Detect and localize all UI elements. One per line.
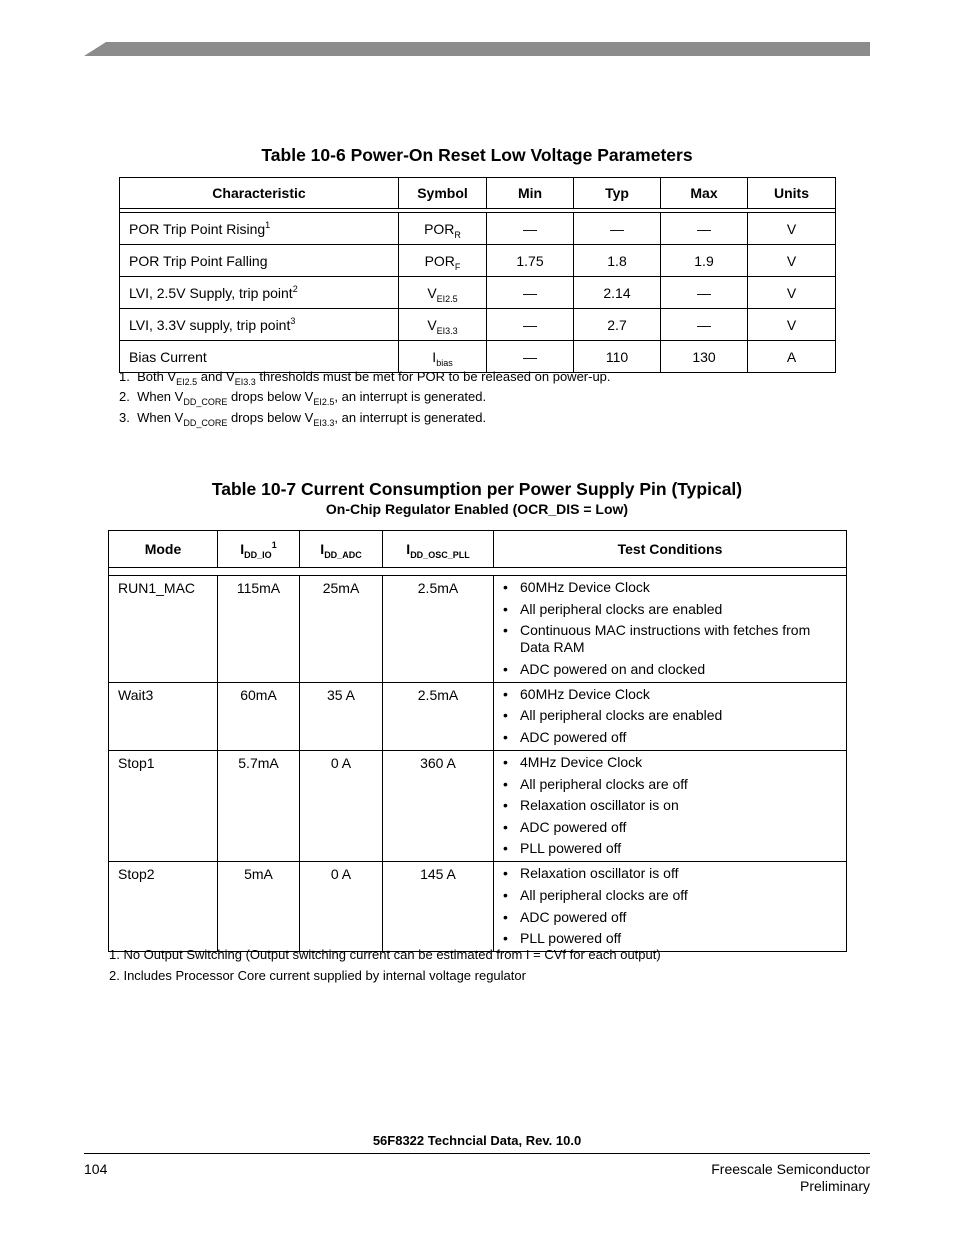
test-condition-item: • Relaxation oscillator is on <box>503 797 834 814</box>
col-header-test-conditions: Test Conditions <box>494 531 847 568</box>
cell-characteristic: POR Trip Point Rising$^1$ <box>120 213 399 245</box>
col-header: Typ <box>574 178 661 209</box>
table-row <box>109 862 847 952</box>
cell-units: V <box>748 213 836 245</box>
test-condition-item: • All peripheral clocks are enabled <box>503 707 834 724</box>
table-row <box>120 277 836 309</box>
cell-idd-osc-pll: 2.5mA <box>383 682 494 750</box>
table-row <box>120 309 836 341</box>
test-condition-item: • 4MHz Device Clock <box>503 754 834 771</box>
test-conditions-list <box>503 754 834 857</box>
cell-test-conditions <box>494 682 847 750</box>
cell-characteristic: LVI, 2.5V Supply, trip point$^2$ <box>120 277 399 309</box>
cell-typ: 2.14 <box>574 277 661 309</box>
cell-mode: Wait3 <box>109 682 218 750</box>
table2-footnote-2: 2. Includes Processor Core current supplied by internal voltage regulator <box>109 968 526 983</box>
cell-idd-adc: 0 A <box>300 750 383 861</box>
test-condition-item: • All peripheral clocks are enabled <box>503 601 834 618</box>
table-header-row <box>109 531 847 568</box>
table1-footnote-3: 3. When $V_{DD\_CORE}$ drops below $V_{EI3.3}$, an interrupt is generated. <box>119 410 487 428</box>
footer-doc-title: 56F8322 Techncial Data, Rev. 10.0 <box>372 1133 582 1148</box>
cell-min: — <box>487 309 574 341</box>
test-condition-item: • All peripheral clocks are off <box>503 887 834 904</box>
footer-company: Freescale Semiconductor <box>711 1161 870 1177</box>
cell-units: V <box>748 245 836 277</box>
cell-idd-io: 5.7mA <box>218 750 300 861</box>
table-row <box>109 576 847 683</box>
col-header-idd-osc-pll: $I_{DD\_OSC\_PLL}$ <box>383 531 494 568</box>
cell-symbol: $I_{bias}$ <box>399 341 487 373</box>
test-conditions-list <box>503 579 834 678</box>
cell-symbol: $V_{EI2.5}$ <box>399 277 487 309</box>
cell-idd-osc-pll: 145 A <box>383 862 494 952</box>
header-separator <box>109 568 847 576</box>
cell-min: — <box>487 277 574 309</box>
cell-idd-adc: 0 A <box>300 862 383 952</box>
cell-characteristic: LVI, 3.3V supply, trip point$^3$ <box>120 309 399 341</box>
footer-status: Preliminary <box>799 1178 870 1194</box>
col-header-idd-io: $I_{DD\_IO}^1$ <box>218 531 300 568</box>
cell-mode: Stop1 <box>109 750 218 861</box>
cell-idd-adc: 35 A <box>300 682 383 750</box>
col-header: Symbol <box>399 178 487 209</box>
test-condition-item: • 60MHz Device Clock <box>503 686 834 703</box>
current-consumption-table <box>108 530 847 952</box>
col-header: Max <box>661 178 748 209</box>
test-conditions-list <box>503 686 834 746</box>
col-header-mode: Mode <box>109 531 218 568</box>
footer-rule <box>84 1153 870 1154</box>
cell-max: — <box>661 277 748 309</box>
cell-max: — <box>661 213 748 245</box>
cell-typ: 110 <box>574 341 661 373</box>
table2-subtitle: On-Chip Regulator Enabled (OCR_DIS = Low) <box>325 501 629 517</box>
table1-title: Table 10-6 Power-On Reset Low Voltage Parameters <box>261 145 693 165</box>
cell-units: V <box>748 277 836 309</box>
table1-footnote-2: 2. When $V_{DD\_CORE}$ drops below $V_{EI2.5}$, an interrupt is generated. <box>119 389 487 407</box>
col-header-idd-adc: $I_{DD\_ADC}$ <box>300 531 383 568</box>
cell-idd-io: 5mA <box>218 862 300 952</box>
table2-footnote-1: 1. No Output Switching (Output switching current can be estimated from I = CVf for each output) <box>109 947 661 962</box>
test-condition-item: • ADC powered on and clocked <box>503 661 834 678</box>
cell-characteristic: POR Trip Point Falling <box>120 245 399 277</box>
header-bar <box>84 42 870 56</box>
table1-footnote-1: 1. Both $V_{EI2.5}$ and $V_{EI3.3}$ thresholds must be met for POR to be released on power-up. <box>119 369 611 387</box>
cell-max: — <box>661 309 748 341</box>
test-condition-item: • All peripheral clocks are off <box>503 776 834 793</box>
cell-min: — <box>487 341 574 373</box>
cell-max: 130 <box>661 341 748 373</box>
cell-idd-io: 60mA <box>218 682 300 750</box>
cell-symbol: $POR_F$ <box>399 245 487 277</box>
table2-title: Table 10-7 Current Consumption per Power Supply Pin (Typical) <box>211 479 743 499</box>
cell-typ: 1.8 <box>574 245 661 277</box>
table-row <box>120 341 836 373</box>
test-condition-item: • ADC powered off <box>503 819 834 836</box>
table-row <box>109 682 847 750</box>
col-header: Characteristic <box>120 178 399 209</box>
cell-mode: RUN1_MAC <box>109 576 218 683</box>
col-header: Units <box>748 178 836 209</box>
cell-symbol: $POR_R$ <box>399 213 487 245</box>
test-condition-item: • 60MHz Device Clock <box>503 579 834 596</box>
table-row <box>120 213 836 245</box>
cell-idd-io: 115mA <box>218 576 300 683</box>
test-condition-item: • ADC powered off <box>503 909 834 926</box>
table-header-row <box>120 178 836 209</box>
cell-min: — <box>487 213 574 245</box>
cell-units: V <box>748 309 836 341</box>
cell-test-conditions <box>494 862 847 952</box>
cell-idd-adc: 25mA <box>300 576 383 683</box>
test-condition-item: • Relaxation oscillator is off <box>503 865 834 882</box>
cell-max: 1.9 <box>661 245 748 277</box>
cell-test-conditions <box>494 576 847 683</box>
por-lvd-table <box>119 177 836 373</box>
cell-characteristic: Bias Current <box>120 341 399 373</box>
test-conditions-list <box>503 865 834 947</box>
col-header: Min <box>487 178 574 209</box>
test-condition-item: • PLL powered off <box>503 930 834 947</box>
test-condition-item: • PLL powered off <box>503 840 834 857</box>
cell-idd-osc-pll: 2.5mA <box>383 576 494 683</box>
cell-test-conditions <box>494 750 847 861</box>
cell-typ: 2.7 <box>574 309 661 341</box>
test-condition-item: • ADC powered off <box>503 729 834 746</box>
cell-symbol: $V_{EI3.3}$ <box>399 309 487 341</box>
cell-idd-osc-pll: 360 A <box>383 750 494 861</box>
cell-units: A <box>748 341 836 373</box>
cell-typ: — <box>574 213 661 245</box>
test-condition-item: • Continuous MAC instructions with fetches from Data RAM <box>503 622 834 656</box>
footer-page-number: 104 <box>84 1161 108 1177</box>
table-row <box>120 245 836 277</box>
table-row <box>109 750 847 861</box>
cell-min: 1.75 <box>487 245 574 277</box>
cell-mode: Stop2 <box>109 862 218 952</box>
